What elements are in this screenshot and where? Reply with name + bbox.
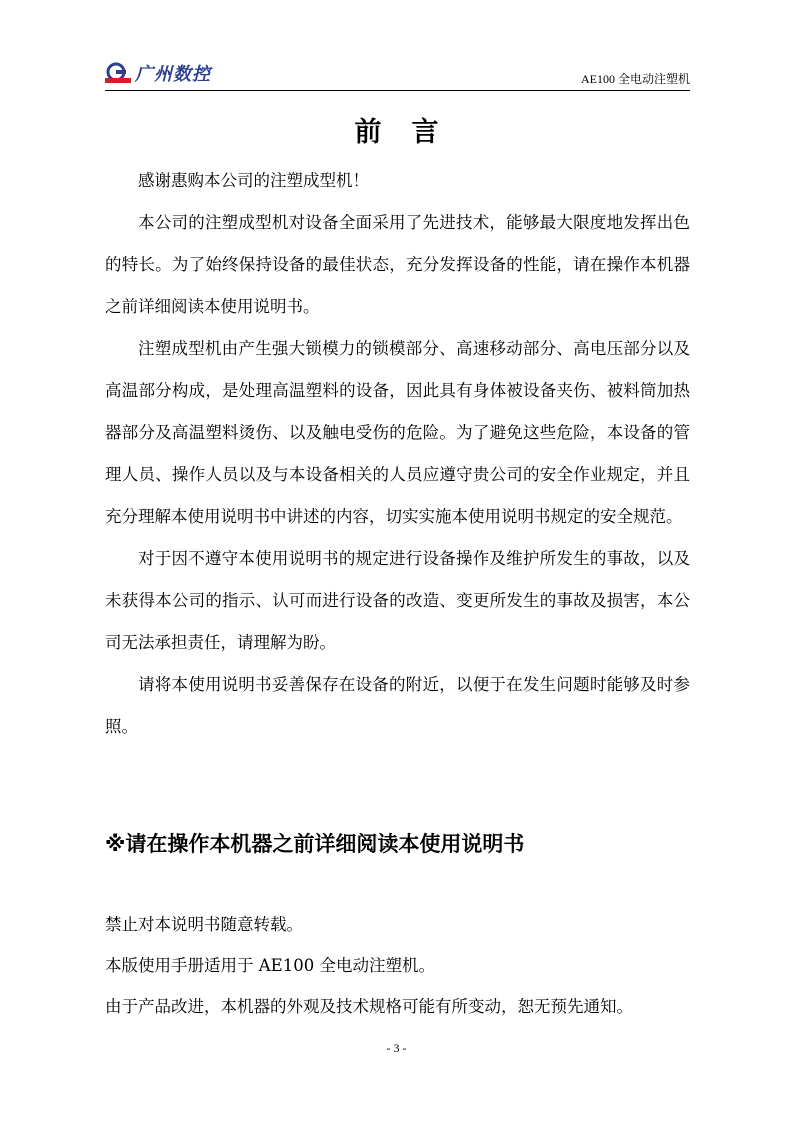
paragraph: 注塑成型机由产生强大锁模力的锁模部分、高速移动部分、高电压部分以及高温部分构成，是处理高温塑料的设备，因此具有身体被设备夹伤、被料筒加热器部分及高温塑料烫伤、以及触电受伤的危险。为了避免这些危险，本设备的管理人员、操作人员以及与本设备相关的人员应遵守贵公司的安全作业规定，并且充分理解本使用说明书中讲述的内容，切实实施本使用说明书规定的安全规范。 xyxy=(105,339,690,526)
logo-text: 广州数控 xyxy=(135,64,211,85)
notice-title: ※请在操作本机器之前详细阅读本使用说明书 xyxy=(105,832,525,856)
paragraph: 请将本使用说明书妥善保存在设备的附近，以便于在发生问题时能够及时参照。 xyxy=(105,675,690,736)
company-logo xyxy=(105,60,211,86)
paragraph: 感谢惠购本公司的注塑成型机！ xyxy=(138,171,369,190)
page-header xyxy=(105,58,690,91)
note-line: 由于产品改进，本机器的外观及技术规格可能有所变动，恕无预先通知。 xyxy=(105,997,633,1016)
page-title: 前言 xyxy=(354,117,469,148)
paragraph: 本公司的注塑成型机对设备全面采用了先进技术，能够最大限度地发挥出色的特长。为了始终保持设备的最佳状态，充分发挥设备的性能，请在操作本机器之前详细阅读本使用说明书。 xyxy=(105,213,690,316)
notes-list xyxy=(105,904,695,1027)
note-line: 禁止对本说明书随意转载。 xyxy=(105,915,303,934)
paragraph: 对于因不遵守本使用说明书的规定进行设备操作及维护所发生的事故，以及未获得本公司的指示、认可而进行设备的改造、变更所发生的事故及损害，本公司无法承担责任，请理解为盼。 xyxy=(105,549,690,652)
preface-body xyxy=(105,160,690,748)
note-line: 本版使用手册适用于 AE100 全电动注塑机。 xyxy=(105,956,435,975)
header-title: AE100 全电动注塑机 xyxy=(581,72,690,86)
page-number: - 3 - xyxy=(386,1041,407,1055)
gsk-logo-icon xyxy=(105,62,131,84)
